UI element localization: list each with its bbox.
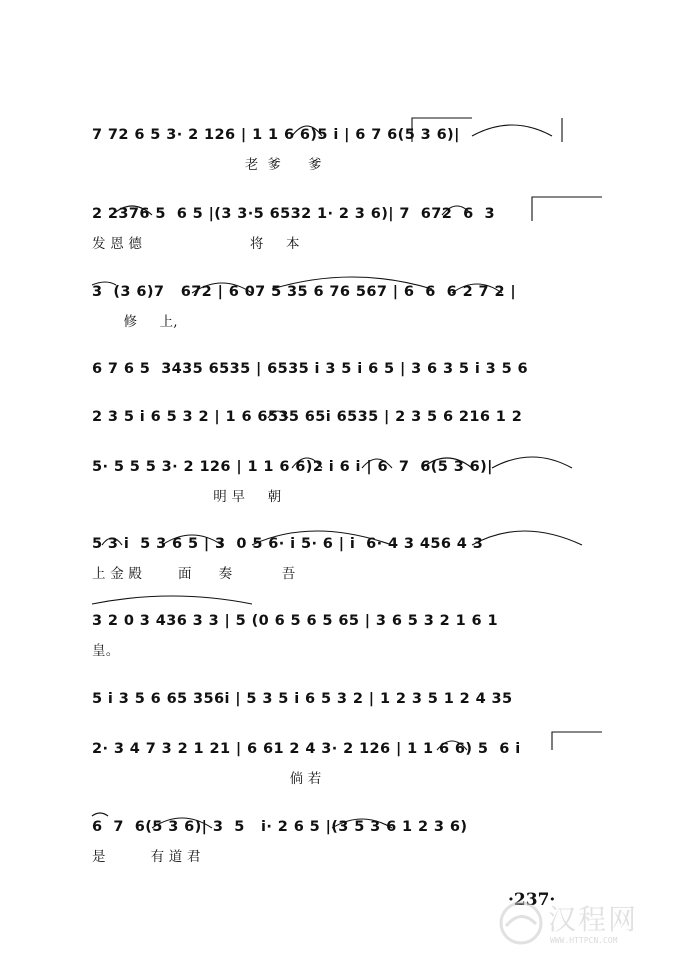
lyrics-row: 倘 若 — [92, 771, 322, 787]
lyrics-row: 皇。 — [92, 643, 120, 659]
lyrics-row: 明 早 朝 — [92, 489, 282, 505]
notation-row: 6 7 6(5 3 6)| 3 5 i· 2 6 5 |(3 5 3 6 1 2 3 6) — [92, 819, 468, 835]
notation-row: 7 72 6 5 3· 2 126 | 1 1 6 6)5 i | 6 7 6(5 3 6)| — [92, 127, 460, 143]
watermark-url: WWW.HTTPCN.COM — [550, 936, 618, 945]
watermark-brand: 汉程网 — [548, 903, 639, 936]
lyrics-row: 发 恩 德 将 本 — [92, 236, 300, 252]
notation-row: 5 3 i 5 3 6 5 | 3 0 5 6· i 5· 6 | i 6· 4 3 456 4 3 — [92, 536, 484, 552]
notation-row: 2· 3 4 7 3 2 1 21 | 6 61 2 4 3· 2 126 | 1 1 6 6) 5 6 i — [92, 741, 521, 757]
lyrics-row: 修 上, — [92, 314, 178, 330]
page-number: ·237· — [508, 890, 556, 910]
notation-row: 5· 5 5 5 3· 2 126 | 1 1 6 6)2 i 6 i | 6 7 6(5 3 6)| — [92, 459, 493, 475]
notation-row: 5 i 3 5 6 65 356i | 5 3 5 i 6 5 3 2 | 1 2 3 5 1 2 4 35 — [92, 691, 513, 707]
notation-row: 3 2 0 3 436 3 3 | 5 (0 6 5 6 5 65 | 3 6 5 3 2 1 6 1 — [92, 613, 498, 629]
lyrics-row: 上 金 殿 面 奏 吾 — [92, 566, 296, 582]
watermark-logo-icon — [494, 896, 548, 950]
watermark — [494, 896, 664, 956]
notation-row: 6 7 6 5 3435 6535 | 6535 i 3 5 i 6 5 | 3 6 3 5 i 3 5 6 — [92, 361, 529, 377]
notation-row: 3 (3 6)7 672 | 6 07 5 35 6 76 567 | 6 6 6 2 7 2 | — [92, 284, 517, 300]
lyrics-row: 是 有 道 君 — [92, 849, 201, 865]
notation-row: 2 3 5 i 6 5 3 2 | 1 6 6535 65i 6535 | 2 3 5 6 216 1 2 — [92, 409, 523, 425]
lyrics-row: 老 爹 爹 — [92, 157, 322, 173]
notation-row: 2 2376 5 6 5 |(3 3·5 6532 1· 2 3 6)| 7 672 6 3 — [92, 206, 496, 222]
